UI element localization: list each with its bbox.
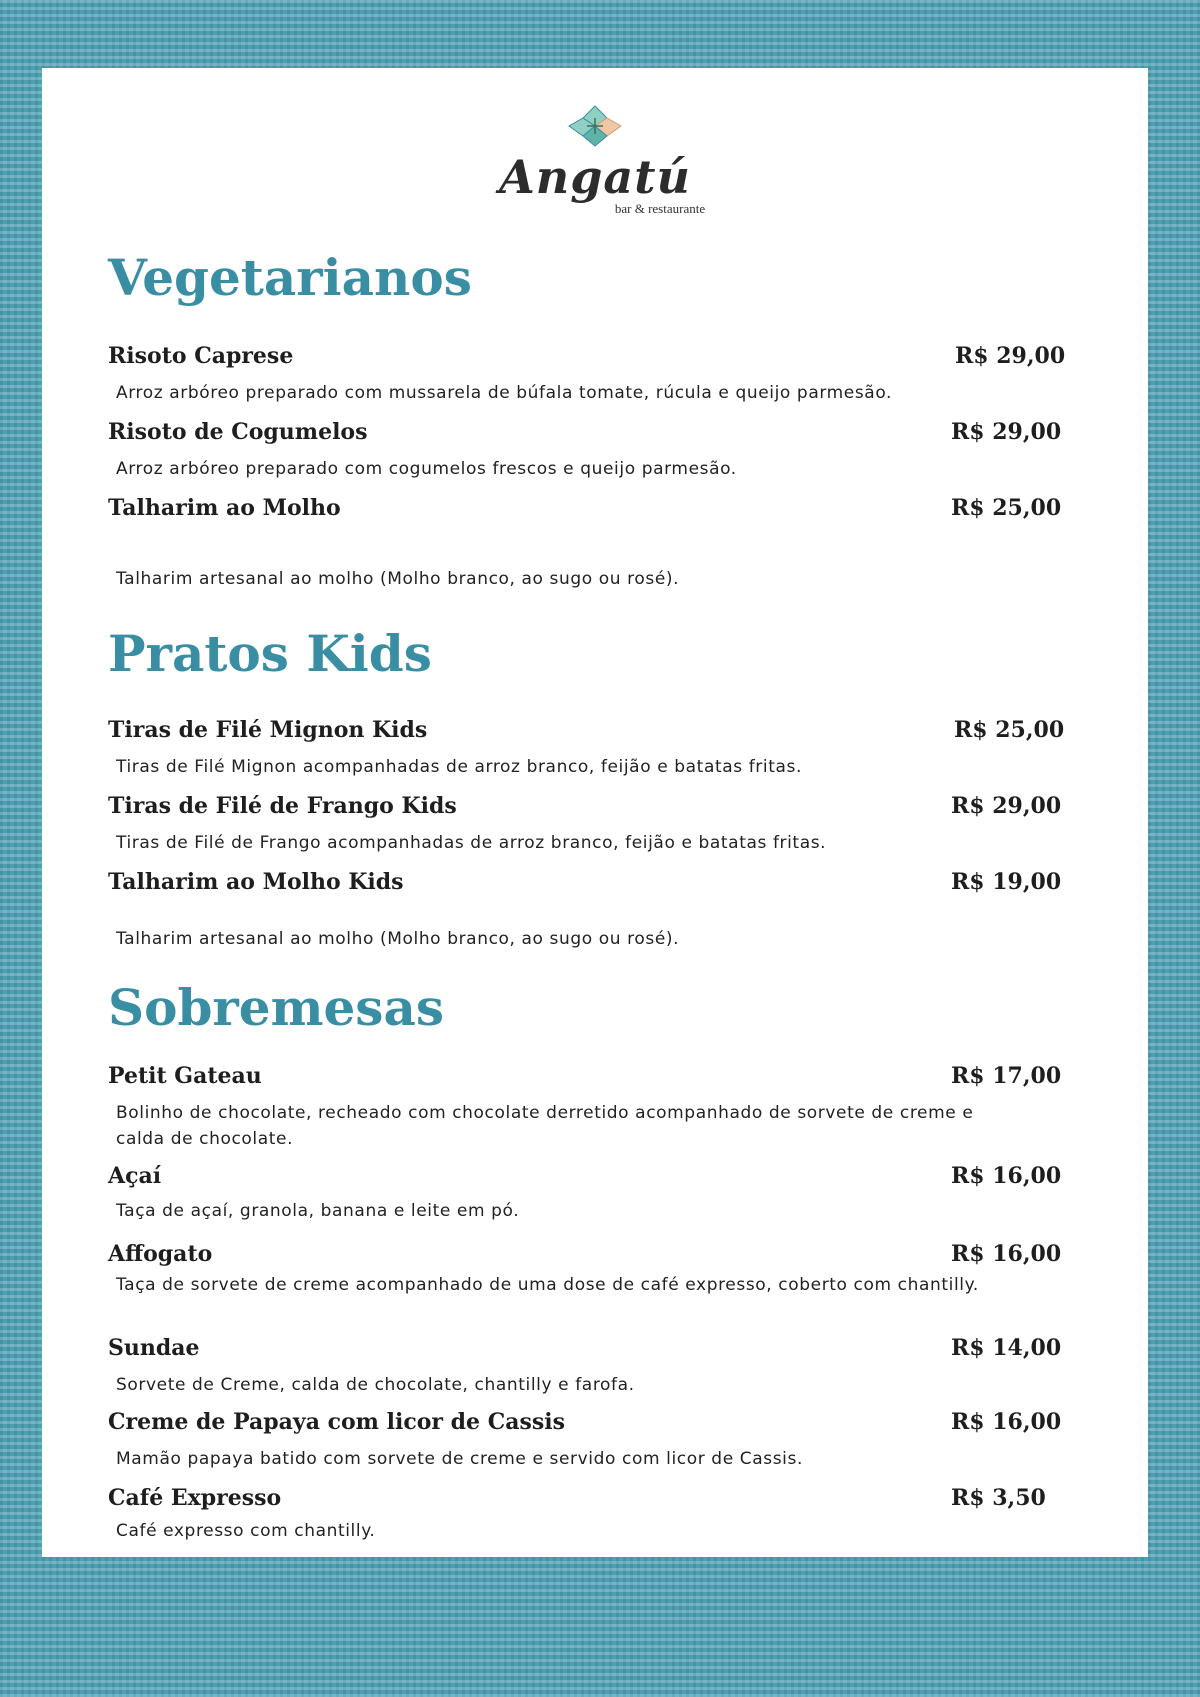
- menu-item-name: Risoto Caprese: [108, 343, 294, 369]
- menu-item-description: Taça de sorvete de creme acompanhado de uma dose de café expresso, coberto com chantilly.: [116, 1275, 979, 1295]
- menu-item-name: Talharim ao Molho Kids: [108, 869, 404, 895]
- menu-item-description: Tiras de Filé de Frango acompanhadas de arroz branco, feijão e batatas fritas.: [116, 833, 827, 853]
- section-title-vegetarianos: Vegetarianos: [108, 248, 472, 307]
- menu-item-price: R$ 16,00: [951, 1241, 1062, 1267]
- menu-item-name: Talharim ao Molho: [108, 495, 341, 521]
- menu-item-price: R$ 14,00: [951, 1335, 1062, 1361]
- menu-item-name: Creme de Papaya com licor de Cassis: [108, 1409, 565, 1435]
- menu-item-price: R$ 29,00: [955, 343, 1066, 369]
- menu-item-description: Arroz arbóreo preparado com cogumelos frescos e queijo parmesão.: [116, 459, 737, 479]
- menu-item-name: Tiras de Filé de Frango Kids: [108, 793, 457, 819]
- brand-logo: [42, 104, 1148, 234]
- menu-item-name: Affogato: [108, 1241, 213, 1267]
- menu-item-price: R$ 16,00: [951, 1409, 1062, 1435]
- menu-item-description: Taça de açaí, granola, banana e leite em pó.: [116, 1201, 520, 1221]
- section-title-pratos-kids: Pratos Kids: [108, 624, 432, 683]
- menu-item-name: Açaí: [108, 1163, 162, 1189]
- brand-name: Angatú: [499, 150, 691, 204]
- menu-item-description: Mamão papaya batido com sorvete de creme e servido com licor de Cassis.: [116, 1449, 803, 1469]
- menu-item-name: Café Expresso: [108, 1485, 282, 1511]
- menu-item-name: Risoto de Cogumelos: [108, 419, 368, 445]
- menu-item-description: Café expresso com chantilly.: [116, 1521, 376, 1541]
- flower-diamond-icon: [567, 104, 623, 148]
- menu-item-name: Sundae: [108, 1335, 200, 1361]
- menu-item-description: Bolinho de chocolate, recheado com chocolate derretido acompanhado de sorvete de creme e calda de chocolate.: [116, 1103, 974, 1149]
- menu-item-price: R$ 16,00: [951, 1163, 1062, 1189]
- menu-item-price: R$ 29,00: [951, 793, 1062, 819]
- menu-item-name: Petit Gateau: [108, 1063, 262, 1089]
- menu-item-name: Tiras de Filé Mignon Kids: [108, 717, 428, 743]
- menu-item-price: R$ 3,50: [951, 1485, 1046, 1511]
- menu-item-price: R$ 25,00: [954, 717, 1065, 743]
- menu-item-price: R$ 25,00: [951, 495, 1062, 521]
- menu-item-description: Sorvete de Creme, calda de chocolate, chantilly e farofa.: [116, 1375, 635, 1395]
- menu-item-description: Arroz arbóreo preparado com mussarela de búfala tomate, rúcula e queijo parmesão.: [116, 383, 893, 403]
- section-title-sobremesas: Sobremesas: [108, 978, 444, 1037]
- menu-item-description: Talharim artesanal ao molho (Molho branco, ao sugo ou rosé).: [116, 569, 680, 589]
- menu-item-description: Tiras de Filé Mignon acompanhadas de arroz branco, feijão e batatas fritas.: [116, 757, 802, 777]
- menu-item-price: R$ 29,00: [951, 419, 1062, 445]
- menu-item-description: Talharim artesanal ao molho (Molho branco, ao sugo ou rosé).: [116, 929, 680, 949]
- menu-page: [42, 68, 1148, 1557]
- menu-item-price: R$ 19,00: [951, 869, 1062, 895]
- menu-item-price: R$ 17,00: [951, 1063, 1062, 1089]
- brand-subtitle: bar & restaurante: [614, 201, 706, 216]
